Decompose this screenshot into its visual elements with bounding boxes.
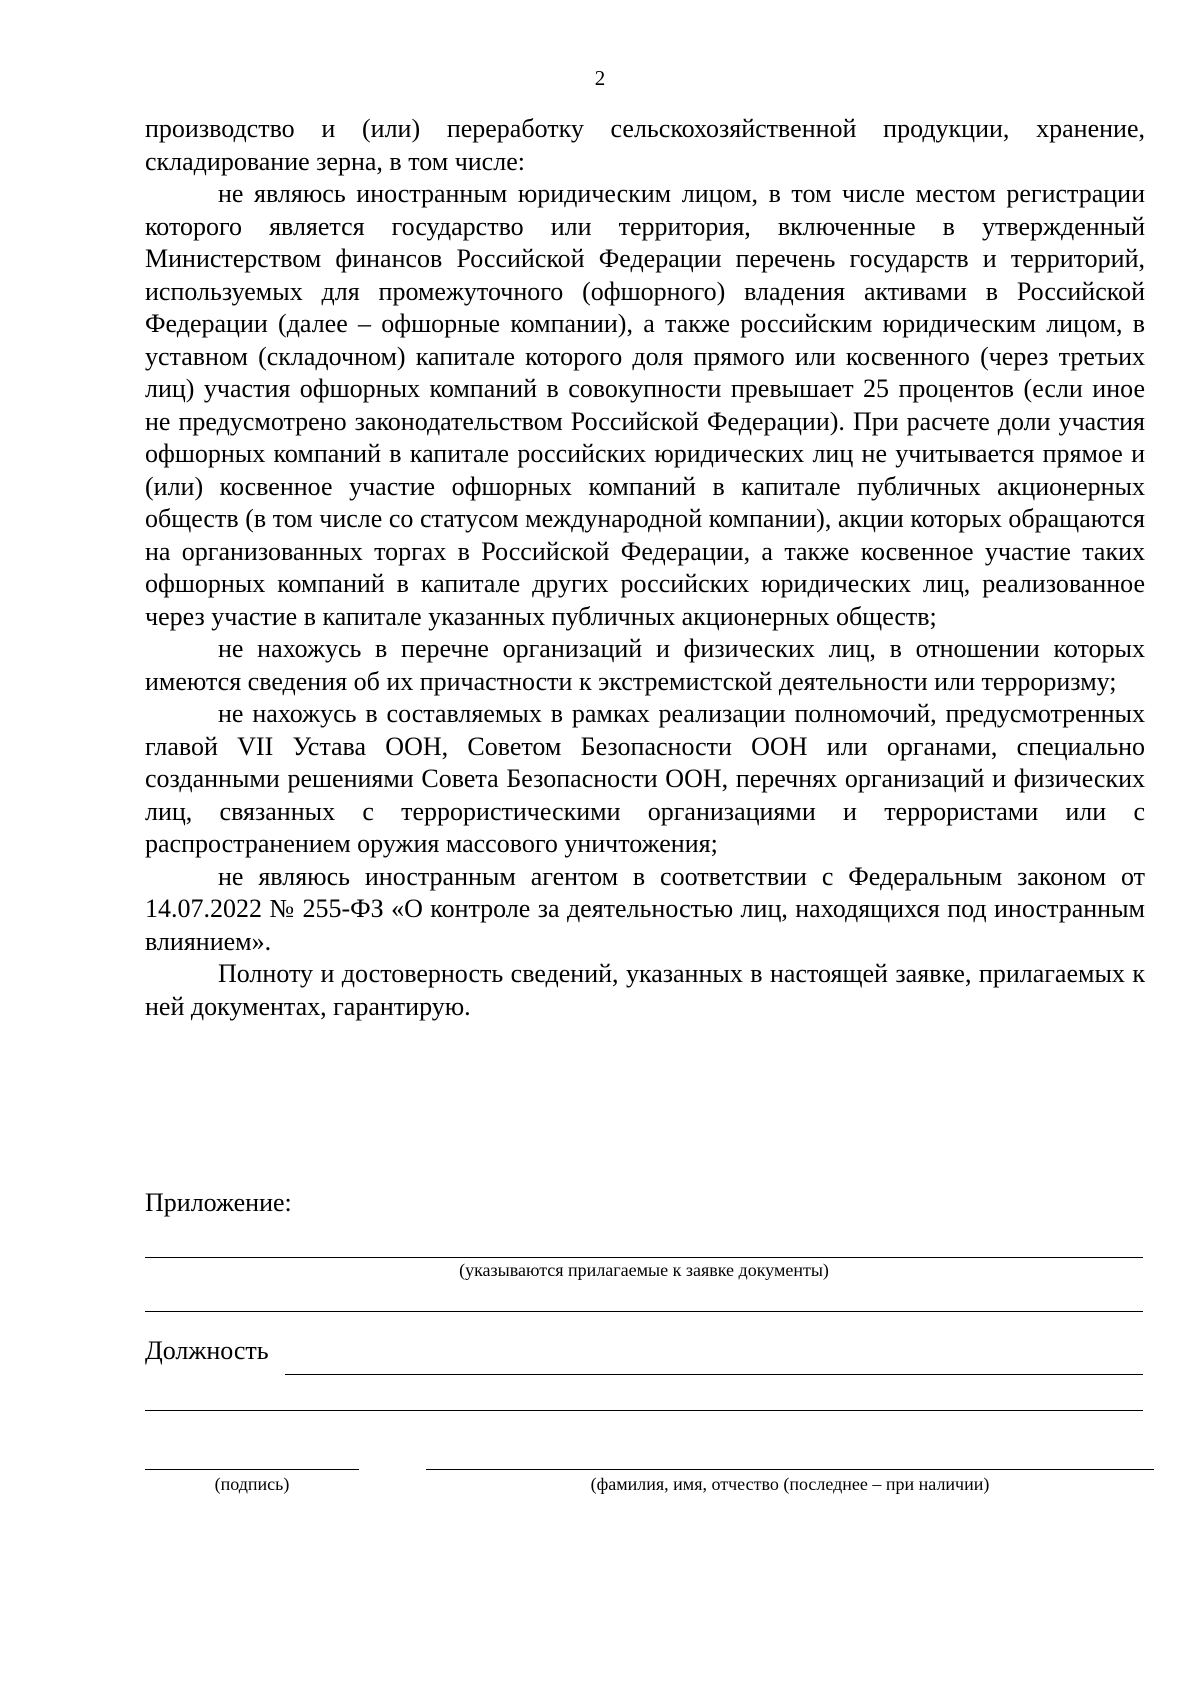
page-number: 2: [594, 66, 606, 90]
paragraph-guarantee: Полноту и достоверность сведений, указанных в настоящей заявке, прилагаемых к ней документах, гарантирую.: [145, 959, 1145, 1021]
attachments-line-2: [145, 1311, 1143, 1312]
paragraph-continuation: производство и (или) переработку сельскохозяйственной продукции, хранение, складирование зерна, в том числе:: [145, 114, 1145, 176]
full-name-line: [426, 1469, 1154, 1470]
paragraph-extremism-declaration: не нахожусь в перечне организаций и физических лиц, в отношении которых имеются сведения об их причастности к экстремистской деятельности или терроризму;: [145, 634, 1145, 696]
attachments-line-1: [145, 1257, 1143, 1258]
paragraph-offshore-declaration: не являюсь иностранным юридическим лицом, в том числе местом регистрации которого является государство или территория, включенные в утвержденный Министерством финансов Российской Федерации перечень государств и территорий, используемых для промежуточного (офшорного) владения активами в Российской Федерации (далее – офшорные компании), а также российским юридическим лицом, в уставном (складочном) капитале которого доля прямого или косвенного (через третьих лиц) участия офшорных компаний в совокупности превышает 25 процентов (если иное не предусмотрено законодательством Российской Федерации). При расчете доли участия офшорных компаний в капитале российских юридических лиц не учитывается прямое и (или) косвенное участие офшорных компаний в капитале публичных акционерных обществ (в том числе со статусом международной компании), акции которых обращаются на организованных торгах в Российской Федерации, а также косвенное участие таких офшорных компаний в капитале других российских юридических лиц, реализованное через участие в капитале указанных публичных акционерных обществ;: [145, 179, 1145, 631]
position-line-1: [285, 1374, 1143, 1375]
attachments-label: Приложение:: [145, 1188, 292, 1217]
position-line-2: [145, 1410, 1143, 1411]
full-name-caption: (фамилия, имя, отчество (последнее – при наличии): [590, 1474, 990, 1494]
paragraph-foreign-agent-declaration: не являюсь иностранным агентом в соответствии с Федеральным законом от 14.07.2022 № 255-ФЗ «О контроле за деятельностью лиц, находящихся под иностранным влиянием».: [145, 861, 1145, 956]
position-label: Должность: [145, 1336, 269, 1365]
attachments-caption: (указываются прилагаемые к заявке документы): [459, 1260, 829, 1280]
document-body: [145, 113, 1145, 1023]
signature-line: [145, 1469, 359, 1470]
paragraph-un-sanctions-declaration: не нахожусь в составляемых в рамках реализации полномочий, предусмотренных главой VII Устава ООН, Советом Безопасности ООН или органами, специально созданными решениями Совета Безопасности ООН, перечнях организаций и физических лиц, связанных с террористическими организациями и террористами или с распространением оружия массового уничтожения;: [145, 699, 1145, 858]
signature-caption: (подпись): [214, 1474, 290, 1494]
